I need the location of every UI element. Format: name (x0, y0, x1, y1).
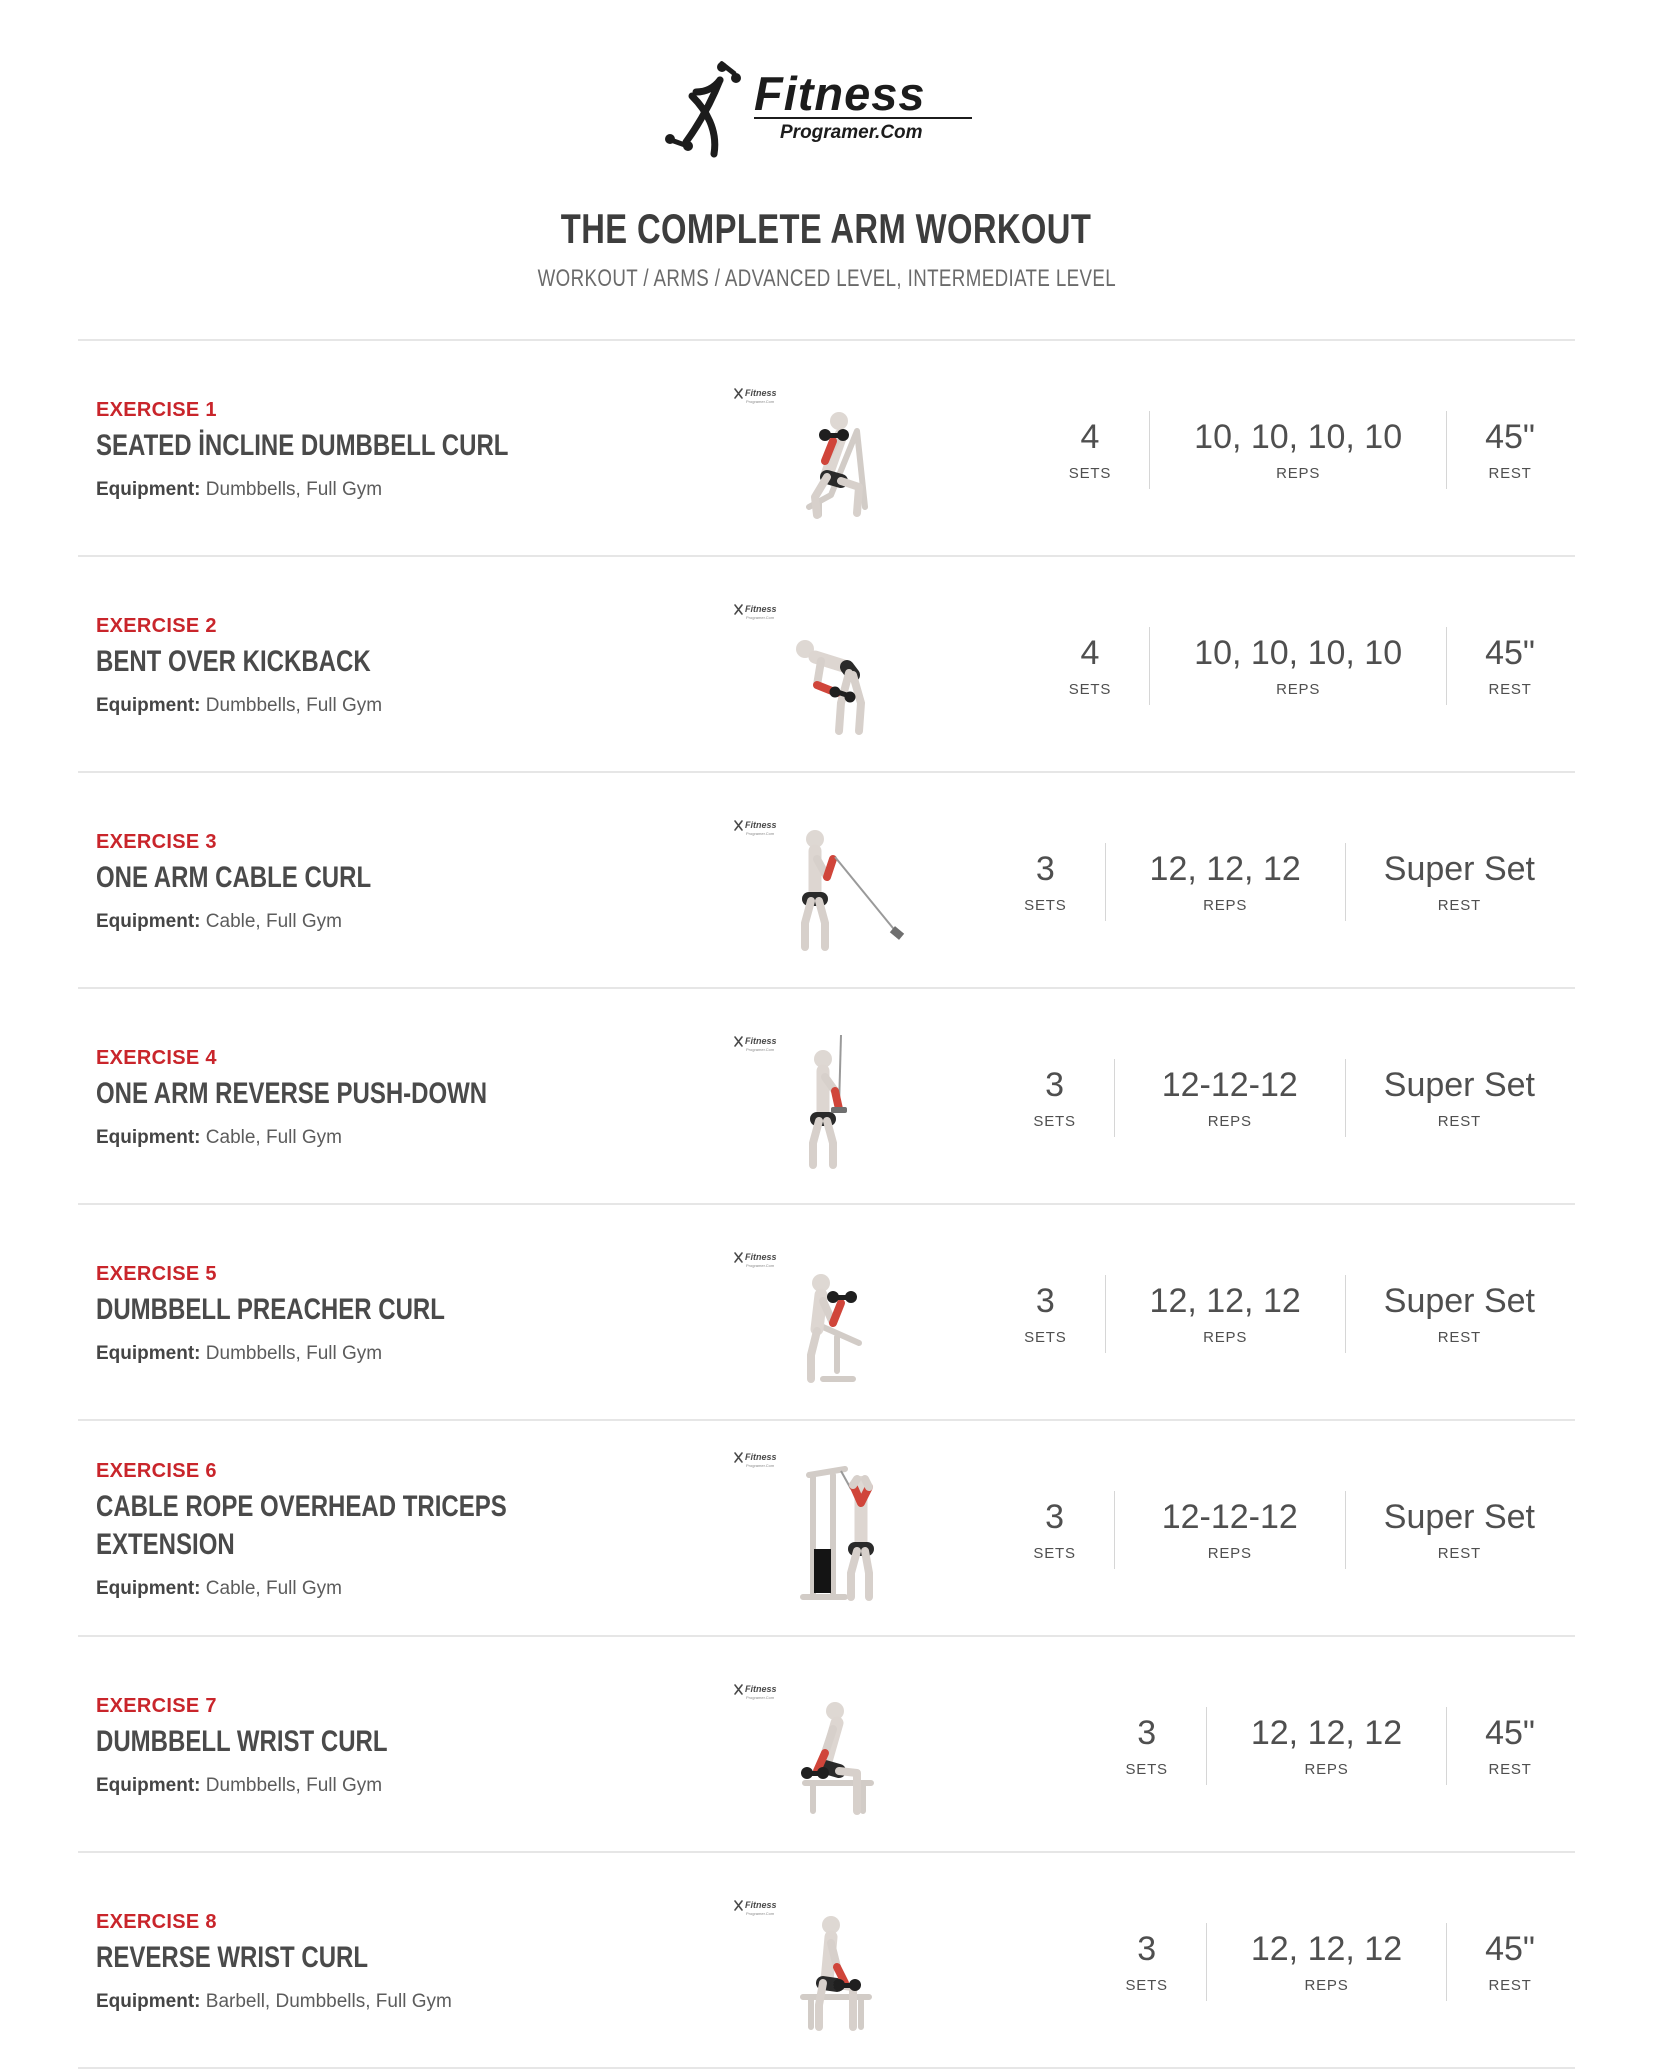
logo-domain-text: Programer.Com (779, 122, 923, 143)
exercise-row-1 (78, 341, 1575, 557)
sets-stat: 3 SETS (1033, 1066, 1076, 1130)
exercise-equipment: Equipment: Cable, Full Gym (96, 1578, 342, 1600)
exercise-stats (1087, 1707, 1575, 1785)
svg-text:Programer.Com: Programer.Com (746, 615, 775, 620)
exercise-stats (995, 1491, 1575, 1569)
exercise-stats (1031, 411, 1575, 489)
exercise-number-label: EXERCISE 7 (96, 1694, 217, 1717)
exercise-row-7 (78, 1637, 1575, 1853)
exercise-number-label: EXERCISE 3 (96, 830, 217, 853)
svg-text:Programer.Com: Programer.Com (746, 831, 775, 836)
svg-text:Fitness: Fitness (745, 388, 777, 398)
exercise-equipment: Equipment: Dumbbells, Full Gym (96, 1343, 383, 1365)
sets-stat: 3 SETS (1125, 1930, 1168, 1994)
rest-stat: Super Set REST (1383, 850, 1535, 914)
rest-stat: 45" REST (1485, 1930, 1535, 1994)
exercise-row-5 (78, 1205, 1575, 1421)
exercise-stats (1031, 627, 1575, 705)
exercise-stats (1087, 1923, 1575, 2001)
exercise-equipment: Equipment: Barbell, Dumbbells, Full Gym (96, 1991, 452, 2013)
exercise-equipment: Equipment: Dumbbells, Full Gym (96, 479, 383, 501)
exercise-number-label: EXERCISE 4 (96, 1046, 217, 1069)
page-breadcrumb-subtitle: WORKOUT / ARMS / ADVANCED LEVEL, INTERMEDIATE LEVEL (537, 265, 1116, 292)
sets-stat: 3 SETS (1024, 850, 1067, 914)
exercise-row-2 (78, 557, 1575, 773)
rest-stat: 45" REST (1485, 634, 1535, 698)
svg-text:Fitness: Fitness (745, 604, 777, 614)
reps-stat: 12, 12, 12 REPS (1149, 1282, 1301, 1346)
exercise-equipment: Equipment: Cable, Full Gym (96, 911, 342, 933)
exercise-equipment: Equipment: Cable, Full Gym (96, 1127, 342, 1149)
exercise-number-label: EXERCISE 8 (96, 1910, 217, 1933)
sets-stat: 3 SETS (1024, 1282, 1067, 1346)
svg-text:Fitness: Fitness (745, 820, 777, 830)
exercise-name: DUMBBELL WRIST CURL (96, 1724, 388, 1758)
svg-text:Fitness: Fitness (745, 1684, 777, 1694)
svg-text:Fitness: Fitness (745, 1452, 777, 1462)
reps-stat: 10, 10, 10, 10 REPS (1194, 418, 1403, 482)
exercise-number-label: EXERCISE 5 (96, 1262, 217, 1285)
seated-incline-dumbbell-curl-illustration (714, 375, 944, 525)
reps-stat: 12, 12, 12 REPS (1149, 850, 1301, 914)
rest-stat: 45" REST (1485, 1714, 1535, 1778)
svg-text:Programer.Com: Programer.Com (746, 1695, 775, 1700)
rest-stat: Super Set REST (1383, 1066, 1535, 1130)
sets-stat: 3 SETS (1125, 1714, 1168, 1778)
exercise-list (78, 339, 1575, 2069)
svg-text:Programer.Com: Programer.Com (746, 399, 775, 404)
dumbbell-wrist-curl-illustration (714, 1671, 944, 1821)
exercise-stats (986, 843, 1575, 921)
rest-stat: Super Set REST (1383, 1498, 1535, 1562)
svg-text:Fitness: Fitness (745, 1252, 777, 1262)
exercise-name: BENT OVER KICKBACK (96, 644, 371, 678)
exercise-name: SEATED İNCLINE DUMBBELL CURL (96, 428, 509, 462)
exercise-name: ONE ARM REVERSE PUSH-DOWN (96, 1076, 488, 1110)
exercise-name: CABLE ROPE OVERHEAD TRICEPS EXTENSION (96, 1489, 507, 1561)
exercise-row-3 (78, 773, 1575, 989)
svg-text:Fitness: Fitness (745, 1900, 777, 1910)
exercise-row-4 (78, 989, 1575, 1205)
exercise-name: ONE ARM CABLE CURL (96, 860, 372, 894)
logo-brand-text: Fitness (753, 67, 926, 120)
dumbbell-preacher-curl-illustration (714, 1239, 944, 1389)
bent-over-kickback-illustration (714, 591, 944, 741)
svg-text:Programer.Com: Programer.Com (746, 1263, 775, 1268)
page-header (0, 0, 1653, 293)
one-arm-reverse-push-down-illustration (714, 1023, 944, 1173)
reps-stat: 10, 10, 10, 10 REPS (1194, 634, 1403, 698)
exercise-stats (986, 1275, 1575, 1353)
exercise-row-8 (78, 1853, 1575, 2069)
fitness-programer-logo (662, 58, 992, 166)
exercise-number-label: EXERCISE 2 (96, 614, 217, 637)
one-arm-cable-curl-illustration (714, 807, 944, 957)
exercise-number-label: EXERCISE 1 (96, 398, 217, 421)
reverse-wrist-curl-illustration (714, 1887, 944, 2037)
rest-stat: 45" REST (1485, 418, 1535, 482)
sets-stat: 4 SETS (1068, 634, 1112, 698)
svg-text:Programer.Com: Programer.Com (746, 1047, 775, 1052)
exercise-equipment: Equipment: Dumbbells, Full Gym (96, 695, 383, 717)
sets-stat: 4 SETS (1068, 418, 1112, 482)
athlete-dumbbell-logo-icon (662, 58, 992, 166)
exercise-stats (995, 1059, 1575, 1137)
reps-stat: 12, 12, 12 REPS (1250, 1930, 1403, 1994)
exercise-row-6 (78, 1421, 1575, 1637)
exercise-number-label: EXERCISE 6 (96, 1459, 217, 1482)
sets-stat: 3 SETS (1033, 1498, 1076, 1562)
page-title: THE COMPLETE ARM WORKOUT (561, 205, 1092, 252)
svg-text:Fitness: Fitness (745, 1036, 777, 1046)
svg-text:Programer.Com: Programer.Com (746, 1911, 775, 1916)
reps-stat: 12-12-12 REPS (1161, 1498, 1298, 1562)
exercise-name: REVERSE WRIST CURL (96, 1940, 369, 1974)
exercise-name: DUMBBELL PREACHER CURL (96, 1292, 445, 1326)
svg-text:Programer.Com: Programer.Com (746, 1463, 775, 1468)
rest-stat: Super Set REST (1383, 1282, 1535, 1346)
reps-stat: 12-12-12 REPS (1161, 1066, 1298, 1130)
cable-rope-overhead-triceps-extension-illustration (714, 1452, 944, 1605)
exercise-equipment: Equipment: Dumbbells, Full Gym (96, 1775, 383, 1797)
reps-stat: 12, 12, 12 REPS (1250, 1714, 1403, 1778)
